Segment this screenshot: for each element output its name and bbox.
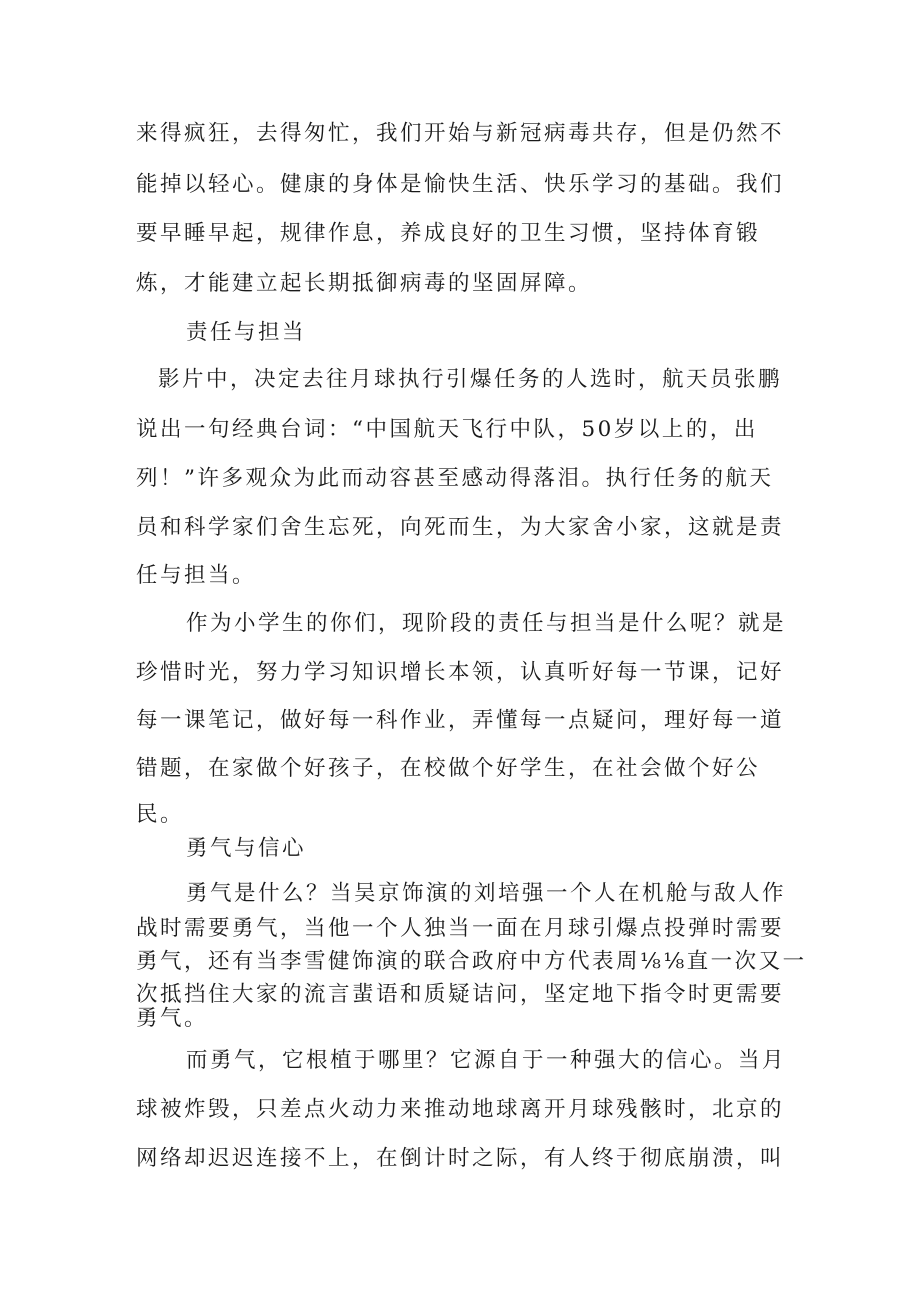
text-line: 球被炸毁，只差点火动力来推动地球离开月球残骸时，北京的: [136, 1097, 785, 1122]
text-line: 网络却迟迟连接不上，在倒计时之际，有人终于彻底崩溃，叫: [136, 1146, 785, 1171]
text-line: 要早睡早起，规律作息，养成良好的卫生习惯，坚持体育锻: [136, 221, 761, 246]
text-line: 炼，才能建立起长期抵御病毒的坚固屏障。: [136, 271, 593, 296]
text-line: 员和科学家们舍生忘死，向死而生，为大家舍小家，这就是责: [136, 515, 785, 540]
text-line: 而勇气，它根植于哪里？它源自于一种强大的信心。当月: [186, 1048, 787, 1073]
text-line: 勇气。: [136, 1006, 209, 1031]
text-line: 每一课笔记，做好每一科作业，弄懂每一点疑问，理好每一道: [136, 708, 785, 733]
text-line: 勇气是什么？当吴京饰演的刘培强一个人在机舱与敌人作: [186, 881, 787, 906]
text-line: 能掉以轻心。健康的身体是愉快生活、快乐学习的基础。我们: [136, 172, 785, 197]
text-line: 民。: [136, 802, 185, 827]
text-line: 任与担当。: [136, 563, 257, 588]
text-line: 错题，在家做个好孩子，在校做个好学生，在社会做个好公: [136, 756, 761, 781]
text-line: 战时需要勇气，当他一个人独当一面在月球引爆点投弹时需要: [136, 916, 785, 941]
text-line: 列！”许多观众为此而动容甚至感动得落泪。执行任务的航天: [136, 466, 774, 491]
text-line: 次抵挡住大家的流言蜚语和质疑诘问，坚定地下指令时更需要: [136, 982, 785, 1007]
section-heading-responsibility: 责任与担当: [186, 320, 307, 345]
text-line: 作为小学生的你们，现阶段的责任与担当是什么呢？就是: [186, 611, 787, 636]
text-line: 影片中，决定去往月球执行引爆任务的人选时，航天员张鹏: [158, 367, 783, 392]
text-line: 珍惜时光，努力学习知识增长本领，认真听好每一节课，记好: [136, 660, 785, 685]
text-line: 勇气，还有当李雪健饰演的联合政府中方代表周⅛⅛直一次又一: [136, 949, 807, 974]
text-line: 来得疯狂，去得匆忙，我们开始与新冠病毒共存，但是仍然不: [136, 121, 785, 146]
section-heading-courage: 勇气与信心: [186, 836, 307, 861]
text-line: 说出一句经典台词：“中国航天飞行中队，50岁以上的，出: [136, 417, 758, 442]
